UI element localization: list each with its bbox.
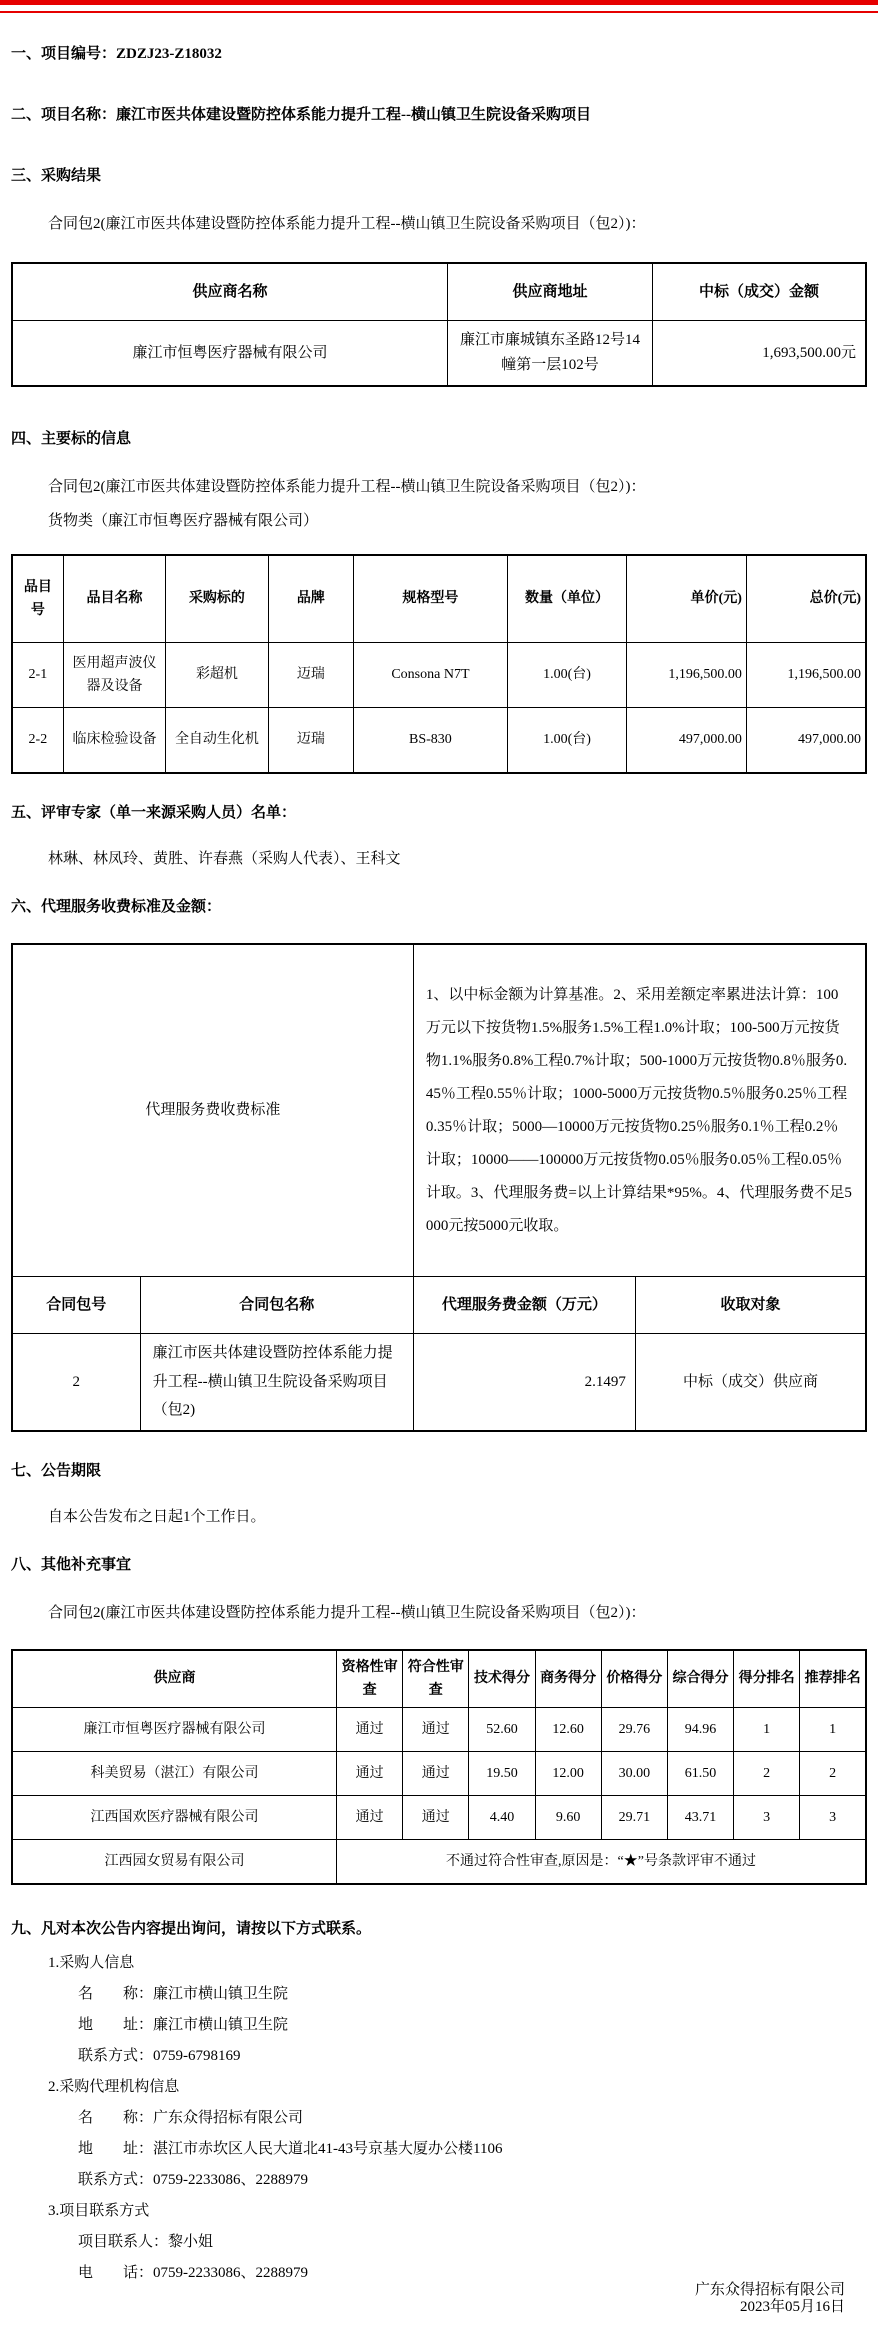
technical-score-cell: 52.60 — [469, 1708, 535, 1752]
brand-cell: 迈瑞 — [268, 708, 353, 774]
agency-address: 地 址：湛江市赤坎区人民大道北41-43号京基大厦办公楼1106 — [78, 2141, 503, 2157]
business-score-cell: 12.60 — [535, 1708, 601, 1752]
supplier-cell: 江西园女贸易有限公司 — [12, 1840, 337, 1885]
header-conformity-review: 符合性审查 — [403, 1650, 469, 1708]
supplier-cell: 廉江市恒粤医疗器械有限公司 — [12, 1708, 337, 1752]
section-notice-period: 七、公告期限 — [11, 1463, 102, 1479]
table-row — [12, 1708, 866, 1752]
overall-score-cell: 61.50 — [667, 1752, 733, 1796]
header-brand: 品牌 — [268, 555, 353, 643]
section-procurement-result: 三、采购结果 — [11, 168, 102, 184]
result-table — [11, 262, 867, 387]
project-contact-title: 3.项目联系方式 — [48, 2203, 150, 2219]
header-supplier-name: 供应商名称 — [12, 263, 448, 321]
header-package-no: 合同包号 — [12, 1277, 140, 1334]
notice-period-line: 自本公告发布之日起1个工作日。 — [48, 1509, 266, 1525]
table-header-row — [12, 1277, 866, 1334]
header-quantity: 数量（单位） — [507, 555, 627, 643]
technical-score-cell: 4.40 — [469, 1796, 535, 1840]
item-no-cell: 2-1 — [12, 643, 63, 708]
header-price-score: 价格得分 — [601, 1650, 667, 1708]
top-red-bar — [0, 0, 878, 5]
score-rank-cell: 2 — [734, 1752, 800, 1796]
overall-score-cell: 94.96 — [667, 1708, 733, 1752]
header-technical-score: 技术得分 — [469, 1650, 535, 1708]
header-recommend-rank: 推荐排名 — [800, 1650, 866, 1708]
technical-score-cell: 19.50 — [469, 1752, 535, 1796]
spec-cell: BS-830 — [354, 708, 508, 774]
header-supplier: 供应商 — [12, 1650, 337, 1708]
contact-block — [11, 1955, 867, 2282]
header-business-score: 商务得分 — [535, 1650, 601, 1708]
header-item-no: 品目号 — [12, 555, 63, 643]
supplier-address-cell: 廉江市廉城镇东圣路12号14幢第一层102号 — [448, 321, 653, 387]
table-header-row — [12, 263, 866, 321]
total-price-cell: 1,196,500.00 — [746, 643, 866, 708]
top-red-thin-line — [0, 11, 878, 13]
table-row — [12, 708, 866, 774]
spec-cell: Consona N7T — [354, 643, 508, 708]
evaluation-table — [11, 1649, 867, 1885]
conformity-cell: 通过 — [403, 1752, 469, 1796]
price-score-cell: 29.76 — [601, 1708, 667, 1752]
subject-cell: 彩超机 — [166, 643, 268, 708]
package-name-cell: 廉江市医共体建设暨防控体系能力提升工程--横山镇卫生院设备采购项目（包2) — [140, 1334, 413, 1432]
unit-price-cell: 1,196,500.00 — [627, 643, 747, 708]
project-contact-phone: 电 话：0759-2233086、2288979 — [78, 2265, 308, 2281]
qualification-cell: 通过 — [337, 1752, 403, 1796]
brand-cell: 迈瑞 — [268, 643, 353, 708]
purchaser-name: 名 称：廉江市横山镇卫生院 — [78, 1986, 289, 2002]
table-row — [12, 1752, 866, 1796]
purchaser-info-title: 1.采购人信息 — [48, 1955, 135, 1971]
supplier-name-cell: 廉江市恒粤医疗器械有限公司 — [12, 321, 448, 387]
agency-fee-table — [11, 943, 867, 1432]
announcement-document — [0, 46, 878, 2350]
purchaser-address: 地 址：廉江市横山镇卫生院 — [78, 2017, 289, 2033]
fee-standard-label-cell: 代理服务费收费标准 — [12, 944, 413, 1277]
supplier-cell: 科美贸易（湛江）有限公司 — [12, 1752, 337, 1796]
price-score-cell: 29.71 — [601, 1796, 667, 1840]
table-row-failed — [12, 1840, 866, 1885]
fee-amount-cell: 2.1497 — [413, 1334, 635, 1432]
header-fee-payer: 收取对象 — [635, 1277, 866, 1334]
package-line: 合同包2(廉江市医共体建设暨防控体系能力提升工程--横山镇卫生院设备采购项目（包2）)： — [48, 479, 646, 495]
section-agency-fee: 六、代理服务收费标准及金额： — [11, 899, 222, 915]
header-spec-model: 规格型号 — [354, 555, 508, 643]
quantity-cell: 1.00(台) — [507, 643, 627, 708]
header-total-price: 总价(元) — [746, 555, 866, 643]
section-review-experts: 五、评审专家（单一来源采购人员）名单： — [11, 805, 297, 821]
header-award-amount: 中标（成交）金额 — [652, 263, 866, 321]
subject-cell: 全自动生化机 — [166, 708, 268, 774]
score-rank-cell: 3 — [734, 1796, 800, 1840]
section-project-number: 一、项目编号：ZDZJ23-Z18032 — [11, 46, 222, 62]
agency-info-title: 2.采购代理机构信息 — [48, 2079, 180, 2095]
package-no-cell: 2 — [12, 1334, 140, 1432]
section-contact: 九、凡对本次公告内容提出询问，请按以下方式联系。 — [11, 1921, 372, 1937]
item-no-cell: 2-2 — [12, 708, 63, 774]
agency-phone: 联系方式：0759-2233086、2288979 — [78, 2172, 308, 2188]
quantity-cell: 1.00(台) — [507, 708, 627, 774]
item-name-cell: 医用超声波仪器及设备 — [63, 643, 165, 708]
header-qualification-review: 资格性审查 — [337, 1650, 403, 1708]
score-rank-cell: 1 — [734, 1708, 800, 1752]
footer-company: 广东众得招标有限公司 — [694, 2282, 845, 2298]
recommend-rank-cell: 2 — [800, 1752, 866, 1796]
supplier-cell: 江西国欢医疗器械有限公司 — [12, 1796, 337, 1840]
purchaser-phone: 联系方式：0759-6798169 — [78, 2048, 241, 2064]
header-supplier-address: 供应商地址 — [448, 263, 653, 321]
header-package-name: 合同包名称 — [140, 1277, 413, 1334]
recommend-rank-cell: 1 — [800, 1708, 866, 1752]
qualification-cell: 通过 — [337, 1708, 403, 1752]
experts-names-line: 林琳、林凤玲、黄胜、许春燕（采购人代表）、王科文 — [48, 851, 401, 867]
header-fee-amount: 代理服务费金额（万元） — [413, 1277, 635, 1334]
agency-name: 名 称：广东众得招标有限公司 — [78, 2110, 304, 2126]
package-line: 合同包2(廉江市医共体建设暨防控体系能力提升工程--横山镇卫生院设备采购项目（包2）)： — [48, 216, 646, 232]
overall-score-cell: 43.71 — [667, 1796, 733, 1840]
table-header-row — [12, 555, 866, 643]
items-table — [11, 554, 867, 774]
header-overall-score: 综合得分 — [667, 1650, 733, 1708]
conformity-cell: 通过 — [403, 1708, 469, 1752]
business-score-cell: 12.00 — [535, 1752, 601, 1796]
fail-reason-cell: 不通过符合性审查,原因是：“★”号条款评审不通过 — [337, 1840, 866, 1885]
goods-category-line: 货物类（廉江市恒粤医疗器械有限公司） — [48, 513, 319, 529]
section-subject-info: 四、主要标的信息 — [11, 431, 132, 447]
fee-standard-text-cell: 1、以中标金额为计算基准。2、采用差额定率累进法计算：100万元以下按货物1.5%服务1.5%工程1.0%计取；100-500万元按货物1.1%服务0.8%工程0.7%计取；500-1000万元按货物0.8％服务0.45％工程0.55％计取；1000-5000万元按货物0.5％服务0.25％工程0.35％计取；5000—10000万元按货物0.25％服务0.1％工程0.2％计取；10000——100000万元按货物0.05％服务0.05％工程0.05％计取。3、代理服务费=以上计算结果*95%。4、代理服务费不足5000元按5000元收取。 — [413, 944, 866, 1277]
project-contact-person: 项目联系人：黎小姐 — [78, 2234, 214, 2250]
unit-price-cell: 497,000.00 — [627, 708, 747, 774]
header-item-name: 品目名称 — [63, 555, 165, 643]
total-price-cell: 497,000.00 — [746, 708, 866, 774]
header-procurement-subject: 采购标的 — [166, 555, 268, 643]
table-row — [12, 1334, 866, 1432]
fee-standard-row — [12, 944, 866, 1277]
table-header-row — [12, 1650, 866, 1708]
section-project-name: 二、项目名称：廉江市医共体建设暨防控体系能力提升工程--横山镇卫生院设备采购项目 — [11, 107, 591, 123]
table-row — [12, 643, 866, 708]
header-unit-price: 单价(元) — [627, 555, 747, 643]
qualification-cell: 通过 — [337, 1796, 403, 1840]
fee-payer-cell: 中标（成交）供应商 — [635, 1334, 866, 1432]
footer-date: 2023年05月16日 — [739, 2299, 845, 2315]
price-score-cell: 30.00 — [601, 1752, 667, 1796]
recommend-rank-cell: 3 — [800, 1796, 866, 1840]
conformity-cell: 通过 — [403, 1796, 469, 1840]
business-score-cell: 9.60 — [535, 1796, 601, 1840]
package-line: 合同包2(廉江市医共体建设暨防控体系能力提升工程--横山镇卫生院设备采购项目（包2）)： — [48, 1605, 646, 1621]
section-other-matters: 八、其他补充事宜 — [11, 1557, 132, 1573]
header-score-rank: 得分排名 — [734, 1650, 800, 1708]
item-name-cell: 临床检验设备 — [63, 708, 165, 774]
table-row — [12, 1796, 866, 1840]
table-row — [12, 321, 866, 387]
award-amount-cell: 1,693,500.00元 — [652, 321, 866, 387]
